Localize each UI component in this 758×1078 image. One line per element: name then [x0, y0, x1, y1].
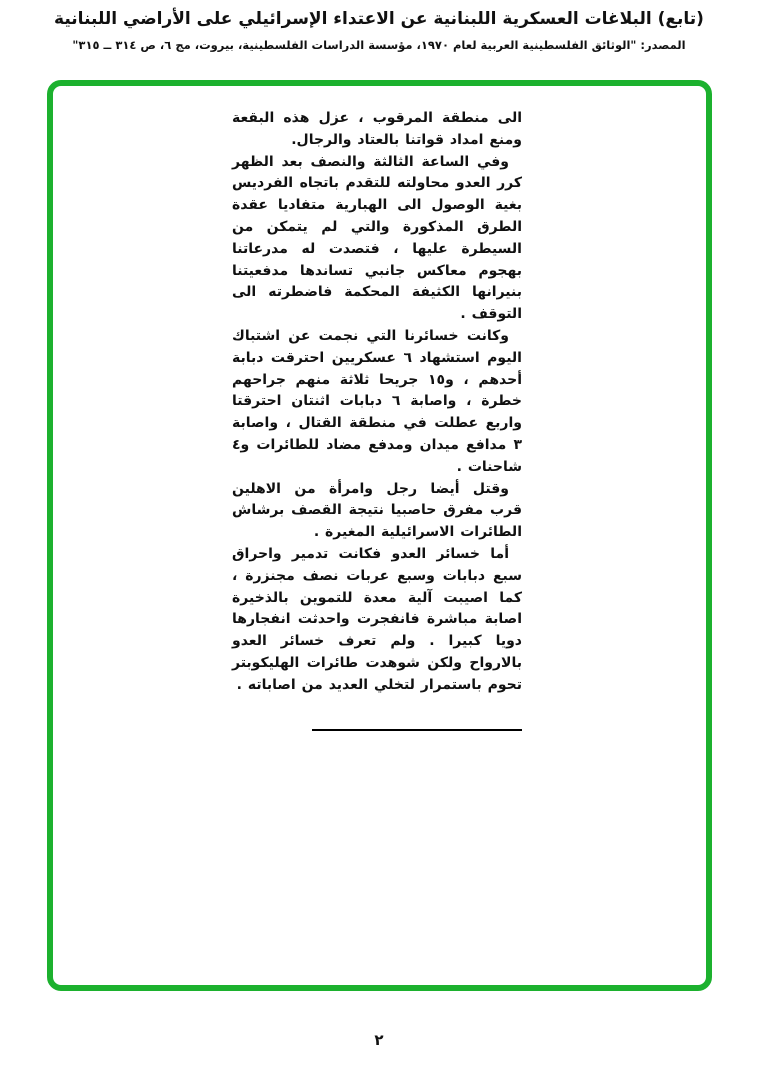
paragraph-1: الى منطقة المرقوب ، عزل هذه البقعة ومنع امداد قواتنا بالعتاد والرجال. — [232, 110, 522, 148]
paragraph-2: وفي الساعة الثالثة والنصف بعد الظهر كرر العدو محاولته للتقدم باتجاه الفرديس بغية الوصول الى الهبارية متفاديا عقدة الطرق المذكورة والتي لم يتمكن من السيطرة عليها ، فتصدت له مدرعاتنا بهجوم معاكس جانبي تساندها مدفعيتنا بنيرانها الكثيفة المحكمة فاضطرته الى التوقف . — [232, 153, 522, 323]
body-text — [232, 108, 522, 731]
paragraph-4: وقتل أيضا رجل وامرأة من الاهلين قرب مفرق حاصبيا نتيجة القصف برشاش الطائرات الاسرائيلية المغيرة . — [232, 480, 522, 541]
header-source-citation: المصدر: "الوثائق الفلسطينية العربية لعام ١٩٧٠، مؤسسة الدراسات الفلسطينية، بيروت، مج ٦، ص ٣١٤ ــ ٣١٥" — [72, 37, 686, 52]
paragraph-3: وكانت خسائرنا التي نجمت عن اشتباك اليوم استشهاد ٦ عسكريين احترقت دبابة أحدهم ، و١٥ جريحا ثلاثة منهم جراحهم خطرة ، واصابة ٦ دبابات اثنتان احترقتا واربع عطلت في منطقة القتال ، واصابة ٣ مدافع ميدان ومدفع مضاد للطائرات و٤ شاحنات . — [232, 327, 522, 475]
page-number: ٢ — [374, 1031, 384, 1049]
content-frame — [47, 80, 712, 991]
paragraph-5: أما خسائر العدو فكانت تدمير واحراق سبع دبابات وسبع عربات نصف مجنزرة ، كما اصيبت آلية معدة للتموين بالذخيرة اصابة مباشرة فانفجرت واحدثت انفجارها دويا كبيرا . ولم تعرف خسائر العدو بالارواح ولكن شوهدت طائرات الهليكوبتر تحوم باستمرار لتخلي العديد من اصاباته . — [232, 545, 522, 693]
section-divider — [312, 729, 522, 731]
page-header — [0, 8, 758, 53]
header-title: (تابع) البلاغات العسكرية اللبنانية عن الاعتداء الإسرائيلي على الأراضي اللبنانية — [54, 9, 704, 29]
